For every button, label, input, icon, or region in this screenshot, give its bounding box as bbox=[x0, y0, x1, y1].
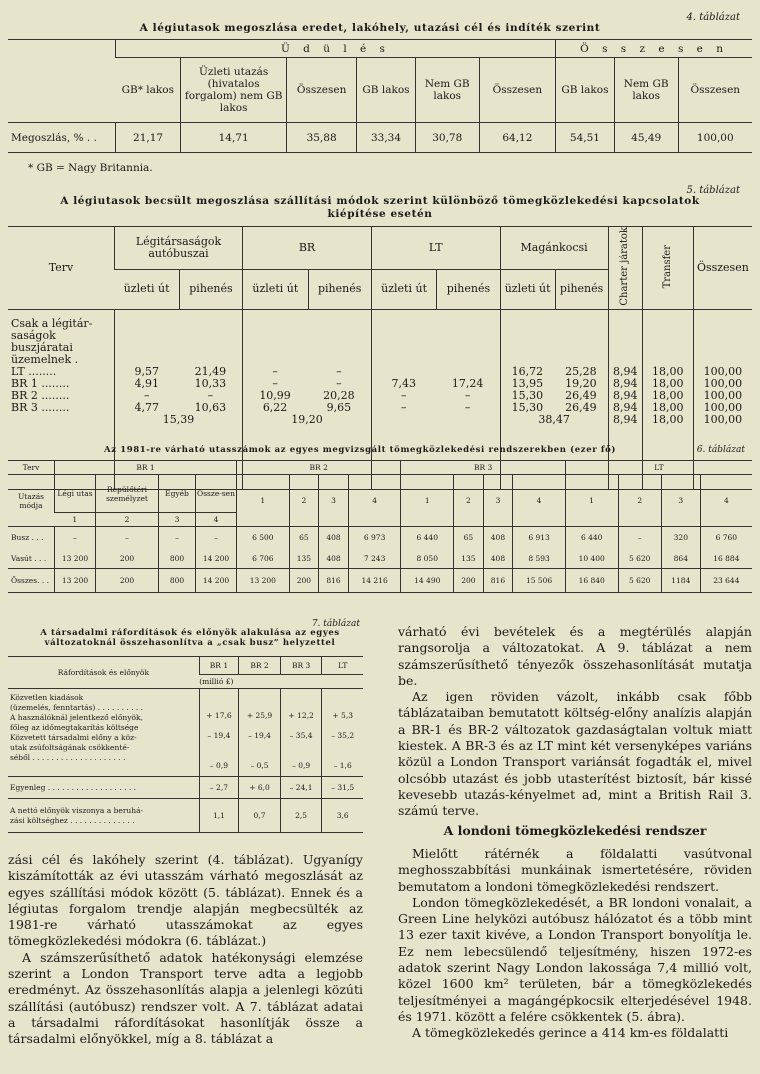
col-number: 2 bbox=[96, 513, 159, 527]
header-terv: Terv bbox=[8, 461, 55, 475]
header-terv: Terv bbox=[8, 227, 114, 310]
col-number: 4 bbox=[513, 475, 566, 527]
unit: (millió £) bbox=[199, 675, 363, 689]
header-transfer: Transfer bbox=[661, 244, 673, 289]
col-header: pihenés bbox=[179, 269, 242, 309]
cell: 14,71 bbox=[181, 123, 287, 153]
col-number: 3 bbox=[159, 513, 196, 527]
table-number: 5. táblázat bbox=[686, 185, 740, 196]
table-row: Egyenleg . . . . . . . . . . . . . . . . . . . – 2,7 + 6,0 – 24,1 – 31,5 bbox=[8, 777, 363, 799]
col-group-header: LT bbox=[371, 227, 500, 270]
table-7 bbox=[8, 656, 363, 833]
table-number: 4. táblázat bbox=[686, 12, 740, 23]
col-header: LT bbox=[322, 657, 363, 675]
row-label: Megoszlás, % . . bbox=[11, 131, 97, 144]
col-number: 4 bbox=[348, 475, 401, 527]
col-header: Egyéb bbox=[159, 475, 196, 513]
cell: 33,34 bbox=[357, 123, 416, 153]
col-number: 2 bbox=[289, 475, 319, 527]
row-labels: Csak a légitár- saságok buszjáratai üzemelnek . LT ........ BR 1 ........ BR 2 ........ BR 3 ........ bbox=[11, 316, 93, 414]
cell: 45,49 bbox=[614, 123, 678, 153]
col-group-header: Magánkocsi bbox=[500, 227, 608, 270]
table-title-2: kiépítése esetén bbox=[327, 208, 433, 220]
col-header: GB lakos bbox=[556, 58, 615, 123]
table-row: Összes. . . 13 200 200 800 14 200 13 200 200 816 14 216 14 490 200 816 15 506 16 840 5 620 1184 23 644 bbox=[8, 569, 752, 593]
cell-group: – – 10,99 6,22 – – 20,28 9,65 19,20 bbox=[243, 309, 372, 489]
col-number: 1 bbox=[401, 475, 454, 527]
cell: 8,94 8,94 8,94 8,94 8,94 bbox=[608, 309, 642, 489]
col-header: Üzleti utazás (hivatalos forgalom) nem GB lakos bbox=[181, 58, 287, 123]
col-number: 3 bbox=[483, 475, 513, 527]
col-group-header: Légitársaságok autóbuszai bbox=[114, 227, 242, 270]
table-row: Vasút . . . 13 200 200 800 14 200 6 706 135 408 7 243 8 050 135 408 8 593 10 400 5 620 864 16 884 bbox=[8, 549, 752, 569]
col-header: Nem GB lakos bbox=[415, 58, 479, 123]
table-title: A társadalmi ráfordítások és előnyök alakulása az egyes változatoknál összehasonlítva a „csak busz” helyzettel bbox=[40, 628, 340, 648]
col-header: GB* lakos bbox=[115, 58, 180, 123]
table-row: A nettó előnyök viszonya a beruhá- zási költséghez . . . . . . . . . . . . . . 1,1 0,7 2,5 3,6 bbox=[8, 799, 363, 833]
header-label: Ráfordítások és előnyök bbox=[8, 657, 199, 689]
cell: 100,00 bbox=[678, 123, 752, 153]
col-header: pihenés bbox=[555, 269, 608, 309]
table-4 bbox=[8, 39, 752, 153]
col-group-header: BR 1 bbox=[55, 461, 237, 475]
table-title: Az 1981-re várható utasszámok az egyes megvizsgált tömegközlekedési rendszerekben (ezer fő) bbox=[104, 445, 616, 455]
col-number: 2 bbox=[454, 475, 484, 527]
col-header: BR 2 bbox=[239, 657, 281, 675]
col-number: 1 bbox=[565, 475, 618, 527]
cell: 64,12 bbox=[479, 123, 555, 153]
table-title: A légiutasok megoszlása eredet, lakóhely, utazási cél és indíték szerint bbox=[139, 22, 601, 34]
cell-group: 16,72 13,95 15,30 15,30 25,28 19,20 26,49 26,49 38,47 bbox=[500, 309, 608, 489]
col-number: 3 bbox=[661, 475, 700, 527]
cell: 100,00 100,00 100,00 100,00 100,00 bbox=[693, 309, 752, 489]
table-number: 6. táblázat bbox=[696, 445, 745, 455]
cell-group: 7,43 – – 17,24 – – bbox=[371, 309, 500, 489]
body-text-right-2: Mielőtt rátérnék a földalatti vasútvonal meghosszabbítási munkáinak ismertetésére, röviden bemutatom a londoni tömegközlekedési rendszert. London tömegközlekedését, a BR londoni vonalait, a Green Line helyközi autóbusz hálózatot és a több mint 13 ezer taxit kivéve, a London Transport bonyolítja le. Ez nem lebecsülendő teljesítmény, hiszen 1972-es adatok szerint Nagy London lakossága 7,4 millió volt, közel 1600 km² területen, bár a tömegközlekedés teljesítményei a magángépkocsik elterjedésével 1948. és 1971. között a felére csökkentek (5. ábra). A tömegközlekedés gerince a 414 km-es földalatti bbox=[398, 846, 752, 1041]
header-udules: Ü d ü l é s bbox=[115, 40, 555, 58]
col-header: Össze-sen bbox=[196, 475, 237, 513]
col-header: Összesen bbox=[479, 58, 555, 123]
footnote: * GB = Nagy Britannia. bbox=[28, 162, 153, 174]
table-row: Közvetlen kiadások (üzemelés, fenntartás) . . . . . . . . . . A használóknál jelentkező előnyök, főleg az időmegtakarítás költsége Közvetett társadalmi előny a köz- utak zsúfoltságának csökkenté- séből . . . . . . . . . . . . . . . . . . . . + 17,6 – 19,4 – 0,9 + 25,9 – 19,4 – 0,5 + 12,2 – 35,4 – 0,9 + 5,3 – 35,2 – 1,6 bbox=[8, 689, 363, 777]
cell: 35,88 bbox=[287, 123, 357, 153]
col-header: üzleti út bbox=[243, 269, 308, 309]
table-6 bbox=[8, 460, 752, 593]
col-header: pihenés bbox=[308, 269, 371, 309]
col-number: 4 bbox=[196, 513, 237, 527]
table-row bbox=[8, 123, 752, 153]
col-header: üzleti út bbox=[500, 269, 555, 309]
col-header: Légi utas bbox=[55, 475, 96, 513]
header-osszesen: Ö s s z e s e n bbox=[556, 40, 752, 58]
col-group-header: LT bbox=[565, 461, 752, 475]
col-number: 3 bbox=[319, 475, 349, 527]
col-number: 1 bbox=[55, 513, 96, 527]
col-header: BR 1 bbox=[199, 657, 239, 675]
col-header: GB lakos bbox=[357, 58, 416, 123]
col-header: Nem GB lakos bbox=[614, 58, 678, 123]
cell: 18,00 18,00 18,00 18,00 18,00 bbox=[642, 309, 693, 489]
table-number: 7. táblázat bbox=[311, 619, 360, 629]
col-group-header: BR 2 bbox=[237, 461, 401, 475]
table-title: A légiutasok becsült megoszlása szállítási módok szerint különböző tömegközlekedési kapcsolatok bbox=[60, 195, 700, 207]
col-header: Repülőtéri személyzet bbox=[96, 475, 159, 513]
col-header: Összesen bbox=[678, 58, 752, 123]
body-text-right: várható évi bevételek és a megtérülés alapján rangsorolja a változatokat. A 9. táblázat a nem számszerűsíthető tényezők összehasonlítását mutatja be. Az igen röviden vázolt, inkább csak főbb táblázataiban bemutatott költség-előny analízis alapján a BR-1 és BR-2 változatok gazdaságtalan voltuk miatt kiestek. A BR-3 és az LT mint két versenyképes variáns közül a London Transport variánsát fogadták el, mivel olcsóbb utazást és jobb utasterítést biztosít, bár kissé kevesebb utazás-kényelmet ad, mint a British Rail 3. számú terve. bbox=[398, 624, 752, 819]
cell-group: 9,57 4,91 – 4,77 21,49 10,33 – 10,63 15,39 bbox=[114, 309, 242, 489]
body-text-left: zási cél és lakóhely szerint (4. táblázat). Ugyanígy kiszámították az évi utasszám várható megoszlását az egyes szállítási módok között (5. táblázat). Ennek és a légiutas forgalom trendje alapján megbecsülték az 1981-re várható utasszámokat az egyes tömegközlekedési módokra (6. táblázat.) A számszerűsíthető adatok hatékonysági elemzése szerint a London Transport terve adta a legjobb eredményt. Az összehasonlítás alapja a jelenlegi közúti szállítási (autóbusz) rendszer volt. A 7. táblázat adatai a társadalmi ráfordításokat hasonlítják össze a társadalmi előnyökkel, míg a 8. táblázat a bbox=[8, 852, 363, 1047]
cell: 21,17 bbox=[115, 123, 180, 153]
col-number: 2 bbox=[618, 475, 661, 527]
col-header: Összesen bbox=[287, 58, 357, 123]
col-header: üzleti út bbox=[371, 269, 436, 309]
col-header: BR 3 bbox=[280, 657, 322, 675]
col-number: 1 bbox=[237, 475, 290, 527]
col-header: üzleti út bbox=[114, 269, 179, 309]
header-osszesen: Összesen bbox=[693, 227, 752, 310]
col-group-header: BR bbox=[243, 227, 372, 270]
header-mode: Utazás módja bbox=[8, 475, 55, 527]
col-group-header: BR 3 bbox=[401, 461, 565, 475]
table-row: Busz . . . – – – – 6 500 65 408 6 973 6 440 65 408 6 913 6 440 – 320 6 760 bbox=[8, 527, 752, 549]
cell: 30,78 bbox=[415, 123, 479, 153]
cell: 54,51 bbox=[556, 123, 615, 153]
section-heading: A londoni tömegközlekedési rendszer bbox=[443, 823, 707, 838]
header-charter: Charter járatok bbox=[619, 227, 631, 306]
col-number: 4 bbox=[700, 475, 752, 527]
col-header: pihenés bbox=[437, 269, 500, 309]
